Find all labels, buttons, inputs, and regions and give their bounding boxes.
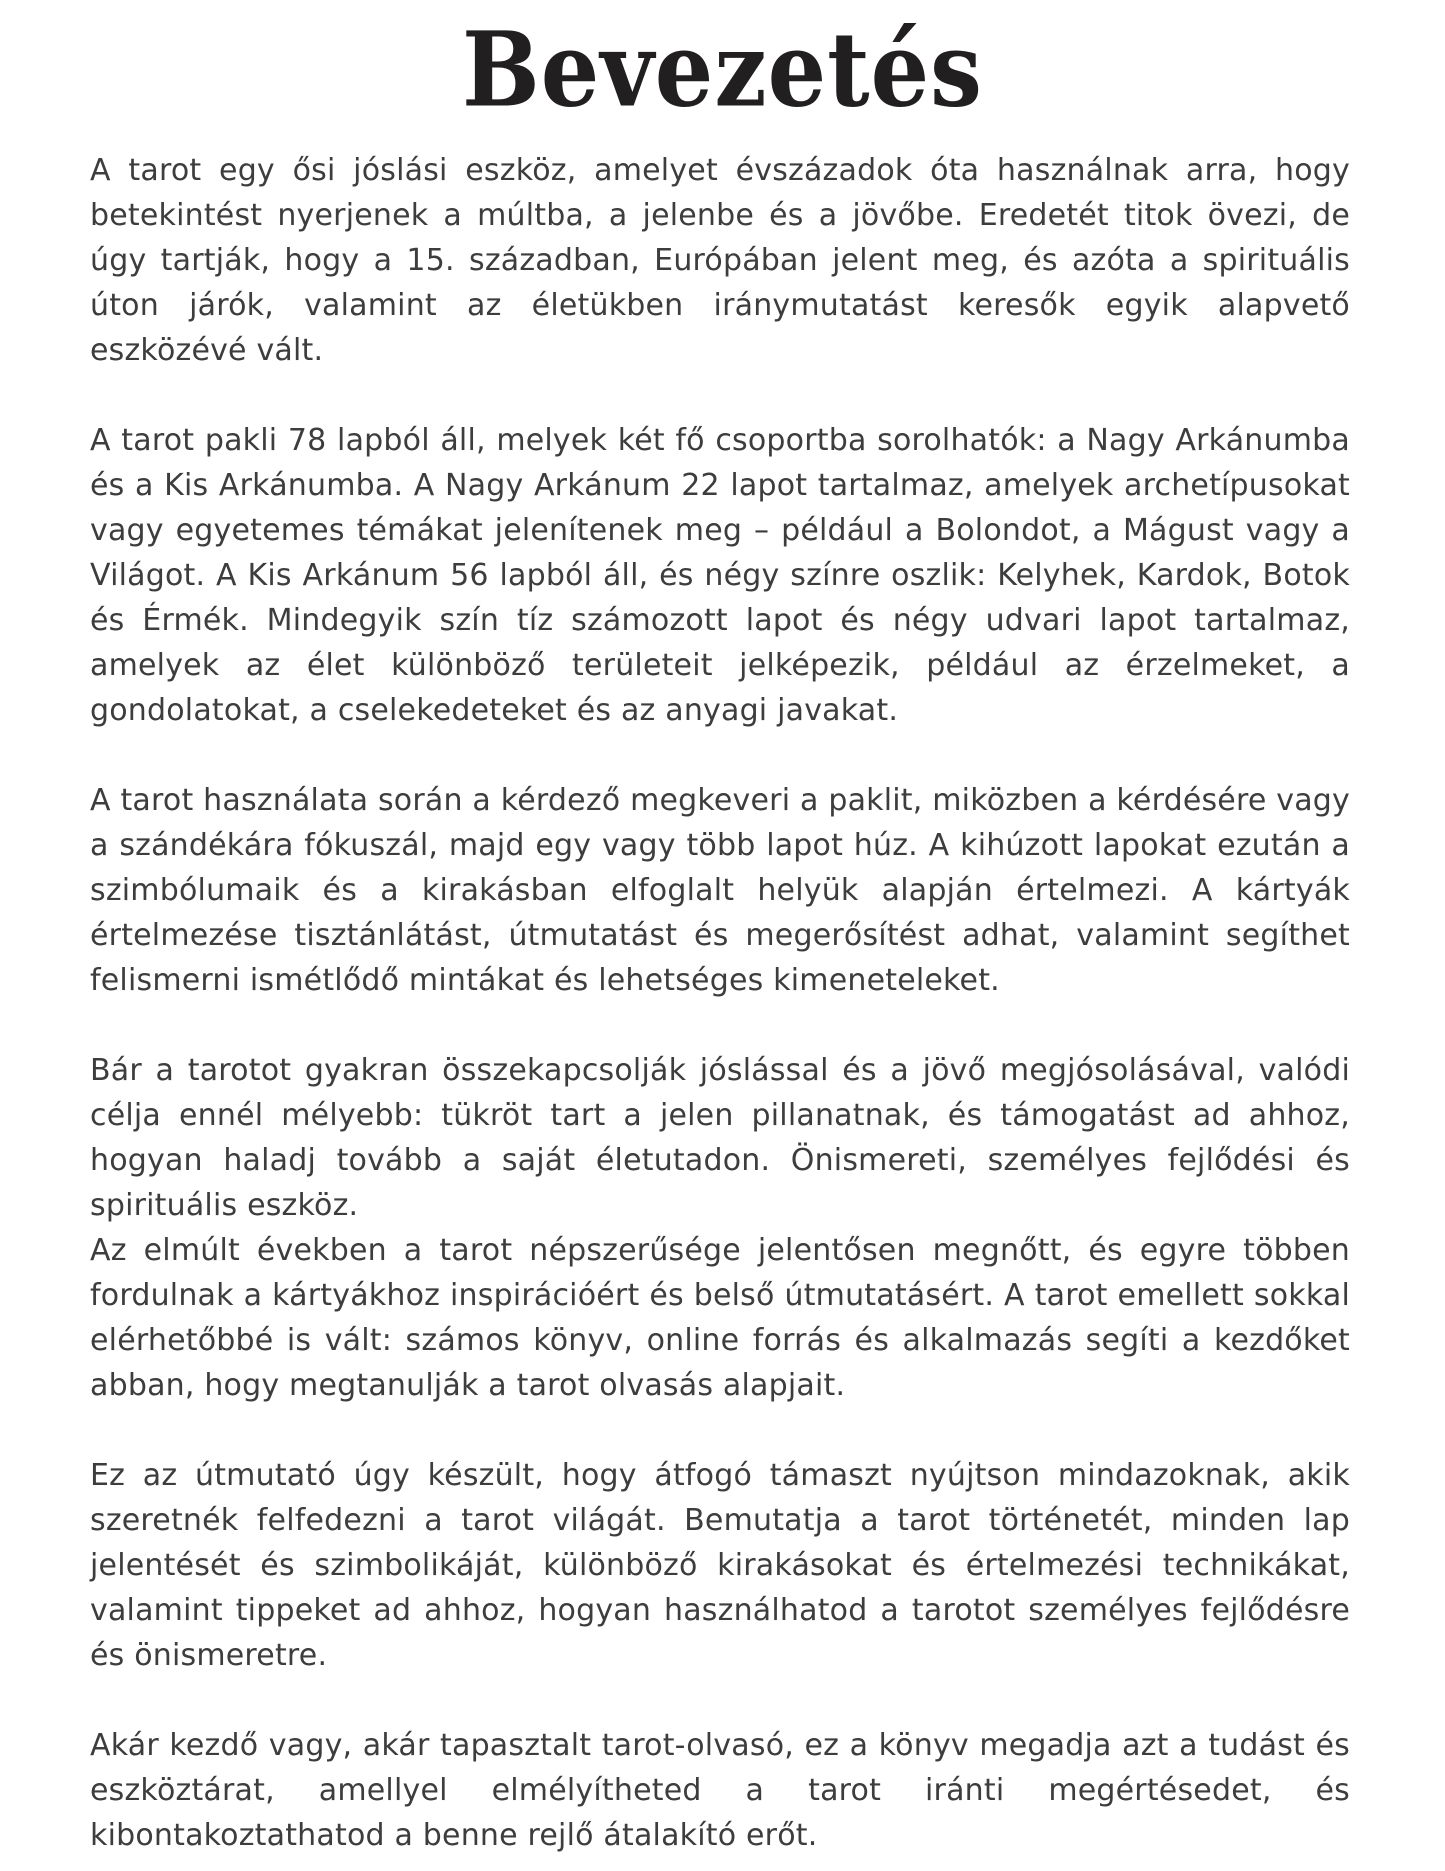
paragraph-closing: Akár kezdő vagy, akár tapasztalt tarot-olvasó, ez a könyv megadja azt a tudást és eszköztárat, amellyel elmélyítheted a tarot iránti megértésedet, és kibontakoztathatod a benne rejlő átalakító erőt. xyxy=(90,1728,1350,1853)
paragraph-popularity: Az elmúlt években a tarot népszerűsége jelentősen megnőtt, és egyre többen fordulnak a kártyákhoz inspirációért és belső útmutatásért. A tarot emellett sokkal elérhetőbbé is vált: számos könyv, online forrás és alkalmazás segíti a kezdőket abban, hogy megtanulják a tarot olvasás alapjait. xyxy=(90,1233,1350,1403)
paragraph-intro-history: A tarot egy ősi jóslási eszköz, amelyet évszázadok óta használnak arra, hogy betekintést nyerjenek a múltba, a jelenbe és a jövőbe. Eredetét titok övezi, de úgy tartják, hogy a 15. században, Európában jelent meg, és azóta a spirituális úton járók, valamint az életükben iránymutatást keresők egyik alapvető eszközévé vált. xyxy=(90,153,1350,368)
paragraph-deck-structure: A tarot pakli 78 lapból áll, melyek két fő csoportba sorolhatók: a Nagy Arkánumba és a Kis Arkánumba. A Nagy Arkánum 22 lapot tartalmaz, amelyek archetípusokat vagy egyetemes témákat jelenítenek meg – például a Bolondot, a Mágust vagy a Világot. A Kis Arkánum 56 lapból áll, és négy színre oszlik: Kelyhek, Kardok, Botok és Érmék. Mindegyik szín tíz számozott lapot és négy udvari lapot tartalmaz, amelyek az élet különböző területeit jelképezik, például az érzelmeket, a gondolatokat, a cselekedeteket és az anyagi javakat. xyxy=(90,423,1350,728)
paragraph-purpose: Bár a tarotot gyakran összekapcsolják jóslással és a jövő megjósolásával, valódi célja ennél mélyebb: tükröt tart a jelen pillanatnak, és támogatást ad ahhoz, hogyan haladj tovább a saját életutadon. Önismereti, személyes fejlődési és spirituális eszköz. xyxy=(90,1053,1350,1223)
paragraph-guide-goal: Ez az útmutató úgy készült, hogy átfogó támaszt nyújtson mindazoknak, akik szeretnék felfedezni a tarot világát. Bemutatja a tarot történetét, minden lap jelentését és szimbolikáját, különböző kirakásokat és értelmezési technikákat, valamint tippeket ad ahhoz, hogyan használhatod a tarotot személyes fejlődésre és önismeretre. xyxy=(90,1458,1350,1673)
body-text-block xyxy=(0,120,1445,1858)
page-title: Bevezetés xyxy=(462,9,983,130)
paragraph-usage: A tarot használata során a kérdező megkeveri a paklit, miközben a kérdésére vagy a szándékára fókuszál, majd egy vagy több lapot húz. A kihúzott lapokat ezután a szimbólumaik és a kirakásban elfoglalt helyük alapján értelmezi. A kártyák értelmezése tisztánlátást, útmutatást és megerősítést adhat, valamint segíthet felismerni ismétlődő mintákat és lehetséges kimeneteleket. xyxy=(90,783,1350,998)
